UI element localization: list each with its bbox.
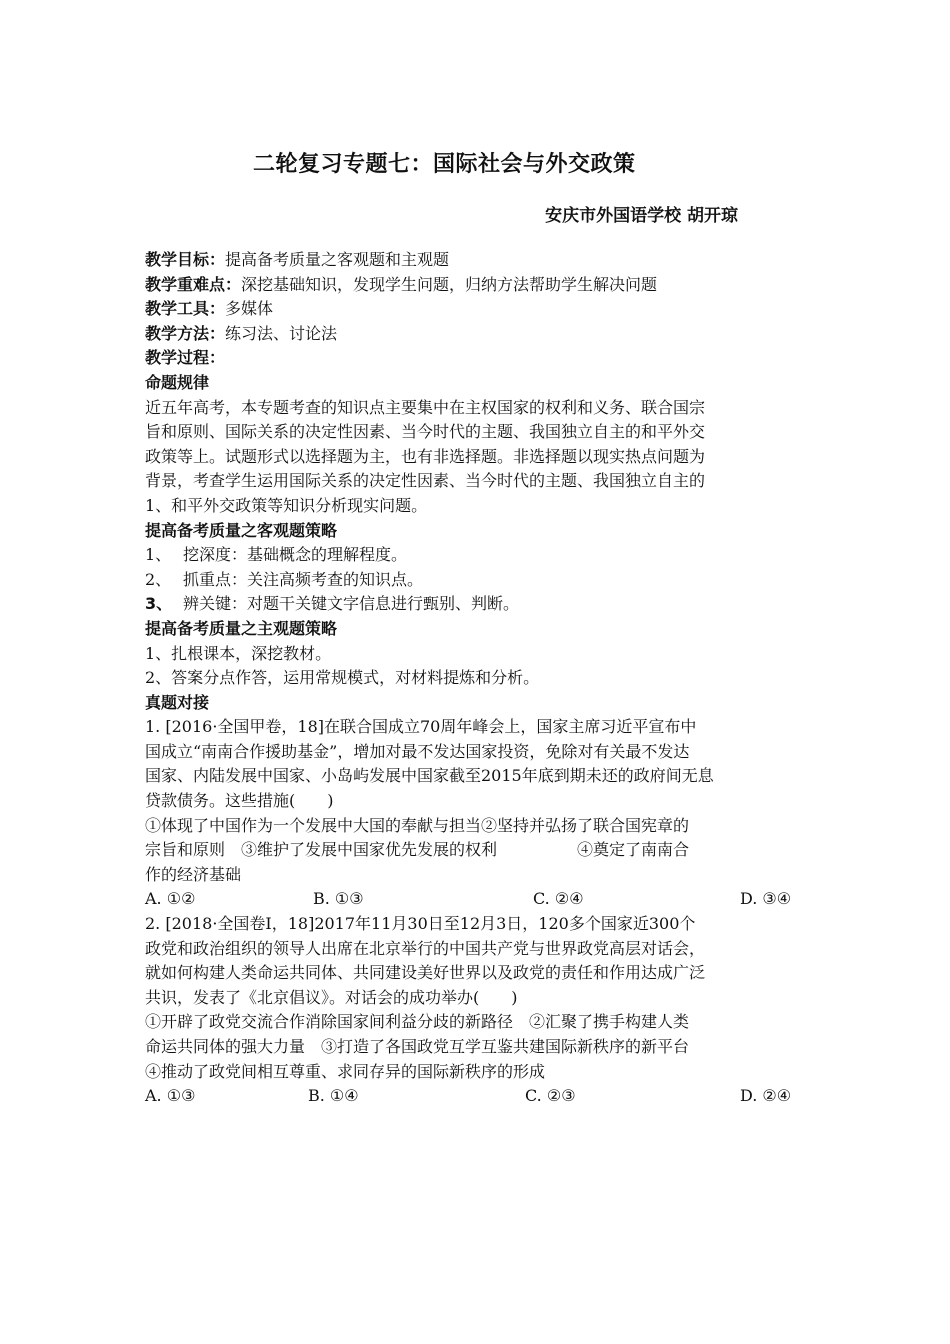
option-c: C. ②③ [525,1086,576,1106]
question-line: ①开辟了政党交流合作消除国家间利益分歧的新路径 ②汇聚了携手构建人类 [145,1012,690,1032]
meta-value: 提高备考质量之客观题和主观题 [225,250,450,269]
question-line: 命运共同体的强大力量 ③打造了各国政党互学互鉴共建国际新秩序的新平台 [145,1037,690,1056]
meta-label: 教学重难点： [145,274,242,294]
strategy-item [145,543,810,568]
document-body [145,248,810,1109]
question-line: ①体现了中国作为一个发展中大国的奉献与担当②坚持并弘扬了联合国宪章的 [145,815,690,835]
question-line: 国成立“南南合作援助基金”，增加对最不发达国家投资，免除对有关最不发达 [145,741,690,761]
document-title: 二轮复习专题七：国际社会与外交政策 [253,152,636,177]
question-line: 宗旨和原则 ③维护了发展中国家优先发展的权利 ④奠定了南南合 [145,840,690,860]
question-line: 贷款债务。这些措施( ) [145,791,334,811]
option-b: B. ①④ [308,1086,359,1106]
option-c: C. ②④ [533,889,584,909]
section-heading: 提高备考质量之客观题策略 [145,520,338,540]
strategy-item [145,592,810,617]
option-a: A. ①③ [145,1086,196,1106]
strategy-item [145,568,810,593]
option-d: D. ②④ [740,1086,792,1106]
meta-process [145,346,810,371]
question-line: 作的经济基础 [145,864,242,884]
section-heading: 命题规律 [145,372,210,392]
option-d: D. ③④ [740,889,792,909]
meta-tools [145,297,810,322]
item-text: 挖深度：基础概念的理解程度。 [183,545,408,565]
meta-difficulty [145,273,810,298]
question-line: ④推动了政党间相互尊重、求同存异的国际新秩序的形成 [145,1061,546,1081]
meta-label: 教学工具： [145,299,226,319]
item-text: 抓重点：关注高频考查的知识点。 [183,569,424,589]
answer-options [145,887,810,912]
item-number: 2、 [145,569,172,589]
paragraph-line: 政策等上。试题形式以选择题为主，也有非选择题。非选择题以现实热点问题为 [145,446,706,466]
paragraph-line: 旨和原则、国际关系的决定性因素、当今时代的主题、我国独立自主的和平外交 [145,422,706,442]
strategy-item: 2、答案分点作答，运用常规模式，对材料提炼和分析。 [145,668,540,688]
meta-value: 多媒体 [225,299,274,319]
meta-label: 教学过程： [145,348,226,368]
item-number: 3、 [145,594,173,614]
option-a: A. ①② [145,889,196,909]
question-line: 2. [2018·全国卷Ⅰ，18]2017年11月30日至12月3日，120多个国家近300个 [145,914,696,934]
question-line: 共识，发表了《北京倡议》。对话会的成功举办( ) [145,987,518,1007]
paragraph-line: 近五年高考，本专题考查的知识点主要集中在主权国家的权利和义务、联合国宗 [145,397,706,417]
question-line: 国家、内陆发展中国家、小岛屿发展中国家截至2015年底到期未还的政府间无息 [145,766,714,786]
question-line: 1. [2016·全国甲卷，18]在联合国成立70周年峰会上，国家主席习近平宣布中 [145,717,697,737]
question-line: 就如何构建人类命运共同体、共同建设美好世界以及政党的责任和作用达成广泛 [145,963,706,983]
meta-label: 教学方法： [145,323,226,343]
meta-goal [145,248,810,273]
section-heading: 真题对接 [145,692,210,712]
author-line: 安庆市外国语学校 胡开琼 [545,206,738,226]
paragraph-line: 背景，考查学生运用国际关系的决定性因素、当今时代的主题、我国独立自主的 [145,471,706,491]
meta-value: 深挖基础知识，发现学生问题，归纳方法帮助学生解决问题 [241,274,658,294]
question-line: 政党和政治组织的领导人出席在北京举行的中国共产党与世界政党高层对话会， [145,938,706,958]
meta-methods [145,322,810,347]
section-heading: 提高备考质量之主观题策略 [145,618,338,638]
item-number: 1、 [145,545,172,565]
strategy-item: 1、扎根课本，深挖教材。 [145,643,332,663]
meta-value: 练习法、讨论法 [225,323,338,343]
meta-label: 教学目标： [145,250,226,269]
paragraph-line: 1、和平外交政策等知识分析现实问题。 [145,495,428,515]
option-b: B. ①③ [313,889,364,909]
answer-options [145,1084,810,1109]
item-text: 辨关键：对题干关键文字信息进行甄别、判断。 [183,594,520,614]
